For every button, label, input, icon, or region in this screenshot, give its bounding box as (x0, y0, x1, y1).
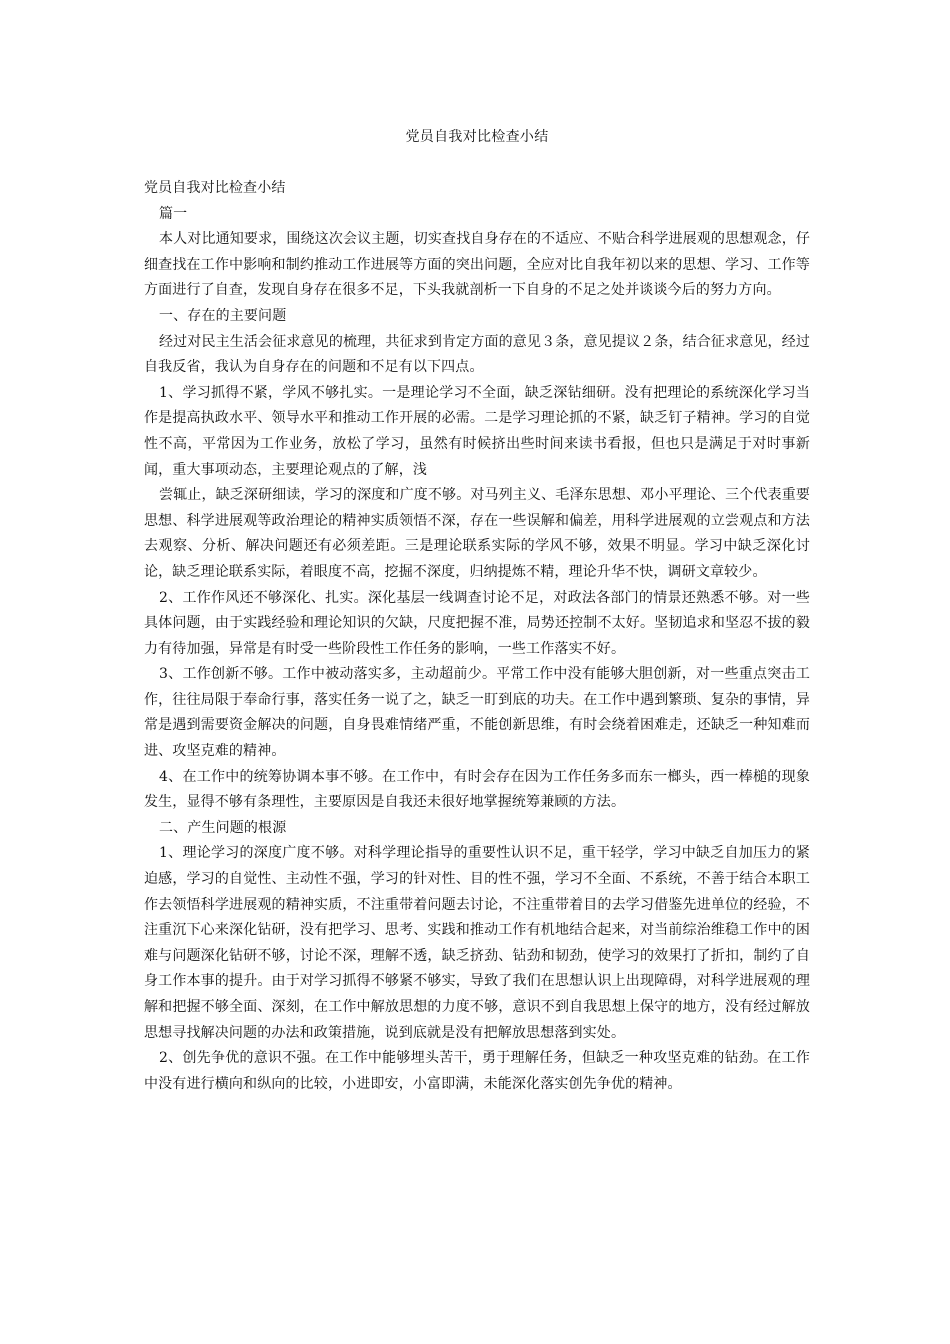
paragraph: 3、工作创新不够。工作中被动落实多，主动超前少。平常工作中没有能够大胆创新，对一些重点突击工作，往往局限于奉命行事，落实任务一说了之，缺乏一盯到底的功夫。在工作中遇到繁琐、复杂的事情，异常是遇到需要资金解决的问题，自身畏难情绪严重，不能创新思维，有时会绕着困难走，还缺乏一种知难而进、攻坚克难的精神。 (144, 666, 810, 760)
paragraph-section-label: 篇一 (159, 205, 188, 222)
paragraph: 4、在工作中的统筹协调本事不够。在工作中，有时会存在因为工作任务多而东一榔头，西一棒槌的现象发生，显得不够有条理性，主要原因是自我还未很好地掌握统筹兼顾的方法。 (144, 768, 810, 811)
paragraph-subheading: 二、产生问题的根源 (159, 819, 287, 836)
paragraph-subheading: 一、存在的主要问题 (159, 307, 287, 324)
document-title: 党员自我对比检查小结 (405, 129, 549, 145)
document-body (144, 176, 810, 1097)
paragraph-intro: 本人对比通知要求，围绕这次会议主题，切实查找自身存在的不适应、不贴合科学进展观的思想观念，仔细查找在工作中影响和制约推动工作进展等方面的突出问题，全应对比自我年初以来的思想、学习、工作等方面进行了自查，发现自身存在很多不足，下头我就剖析一下自身的不足之处并谈谈今后的努力方向。 (144, 231, 810, 299)
paragraph: 经过对民主生活会征求意见的梳理，共征求到肯定方面的意见３条，意见提议２条，结合征求意见，经过自我反省，我认为自身存在的问题和不足有以下四点。 (144, 333, 810, 376)
paragraph: 2、工作作风还不够深化、扎实。深化基层一线调查讨论不足，对政法各部门的情景还熟悉不够。对一些具体问题，由于实践经验和理论知识的欠缺，尺度把握不准，局势还控制不太好。坚韧追求和坚忍不拔的毅力有待加强，异常是有时受一些阶段性工作任务的影响，一些工作落实不好。 (144, 589, 810, 657)
paragraph: 尝辄止，缺乏深研细读，学习的深度和广度不够。对马列主义、毛泽东思想、邓小平理论、三个代表重要思想、科学进展观等政治理论的精神实质领悟不深，存在一些误解和偏差，用科学进展观的立尝观点和方法去观察、分析、解决问题还有必须差距。三是理论联系实际的学风不够，效果不明显。学习中缺乏深化讨论，缺乏理论联系实际，着眼度不高，挖掘不深度，归纳提炼不精，理论升华不快，调研文章较少。 (144, 487, 810, 580)
paragraph-heading: 党员自我对比检查小结 (144, 180, 286, 196)
paragraph: 2、创先争优的意识不强。在工作中能够埋头苦干，勇于理解任务，但缺乏一种攻坚克难的钻劲。在工作中没有进行横向和纵向的比较，小进即安，小富即满，未能深化落实创先争优的精神。 (144, 1050, 810, 1092)
paragraph: 1、理论学习的深度广度不够。对科学理论指导的重要性认识不足，重干轻学，学习中缺乏自加压力的紧迫感，学习的自觉性、主动性不强，学习的针对性、目的性不强，学习不全面、不系统，不善于结合本职工作去领悟科学进展观的精神实质，不注重带着问题去讨论，不注重带着目的去学习借鉴先进单位的经验，不注重沉下心来深化钻研，没有把学习、思考、实践和推动工作有机地结合起来，对当前综治维稳工作中的困难与问题深化钻研不够，讨论不深，理解不透，缺乏挤劲、钻劲和韧劲，使学习的效果打了折扣，制约了自身工作本事的提升。由于对学习抓得不够紧不够实，导致了我们在思想认识上出现障碍，对科学进展观的理解和把握不够全面、深刻，在工作中解放思想的力度不够，意识不到自我思想上保守的地方，没有经过解放思想寻找解决问题的办法和政策措施，说到底就是没有把解放思想落到实处。 (144, 845, 810, 1041)
paragraph: 1、学习抓得不紧，学风不够扎实。一是理论学习不全面，缺乏深钻细研。没有把理论的系统深化学习当作是提高执政水平、领导水平和推动工作开展的必需。二是学习理论抓的不紧，缺乏钉子精神。学习的自觉性不高，平常因为工作业务，放松了学习，虽然有时候挤出些时间来读书看报，但也只是满足于对时事新闻，重大事项动态，主要理论观点的了解，浅 (144, 384, 810, 478)
